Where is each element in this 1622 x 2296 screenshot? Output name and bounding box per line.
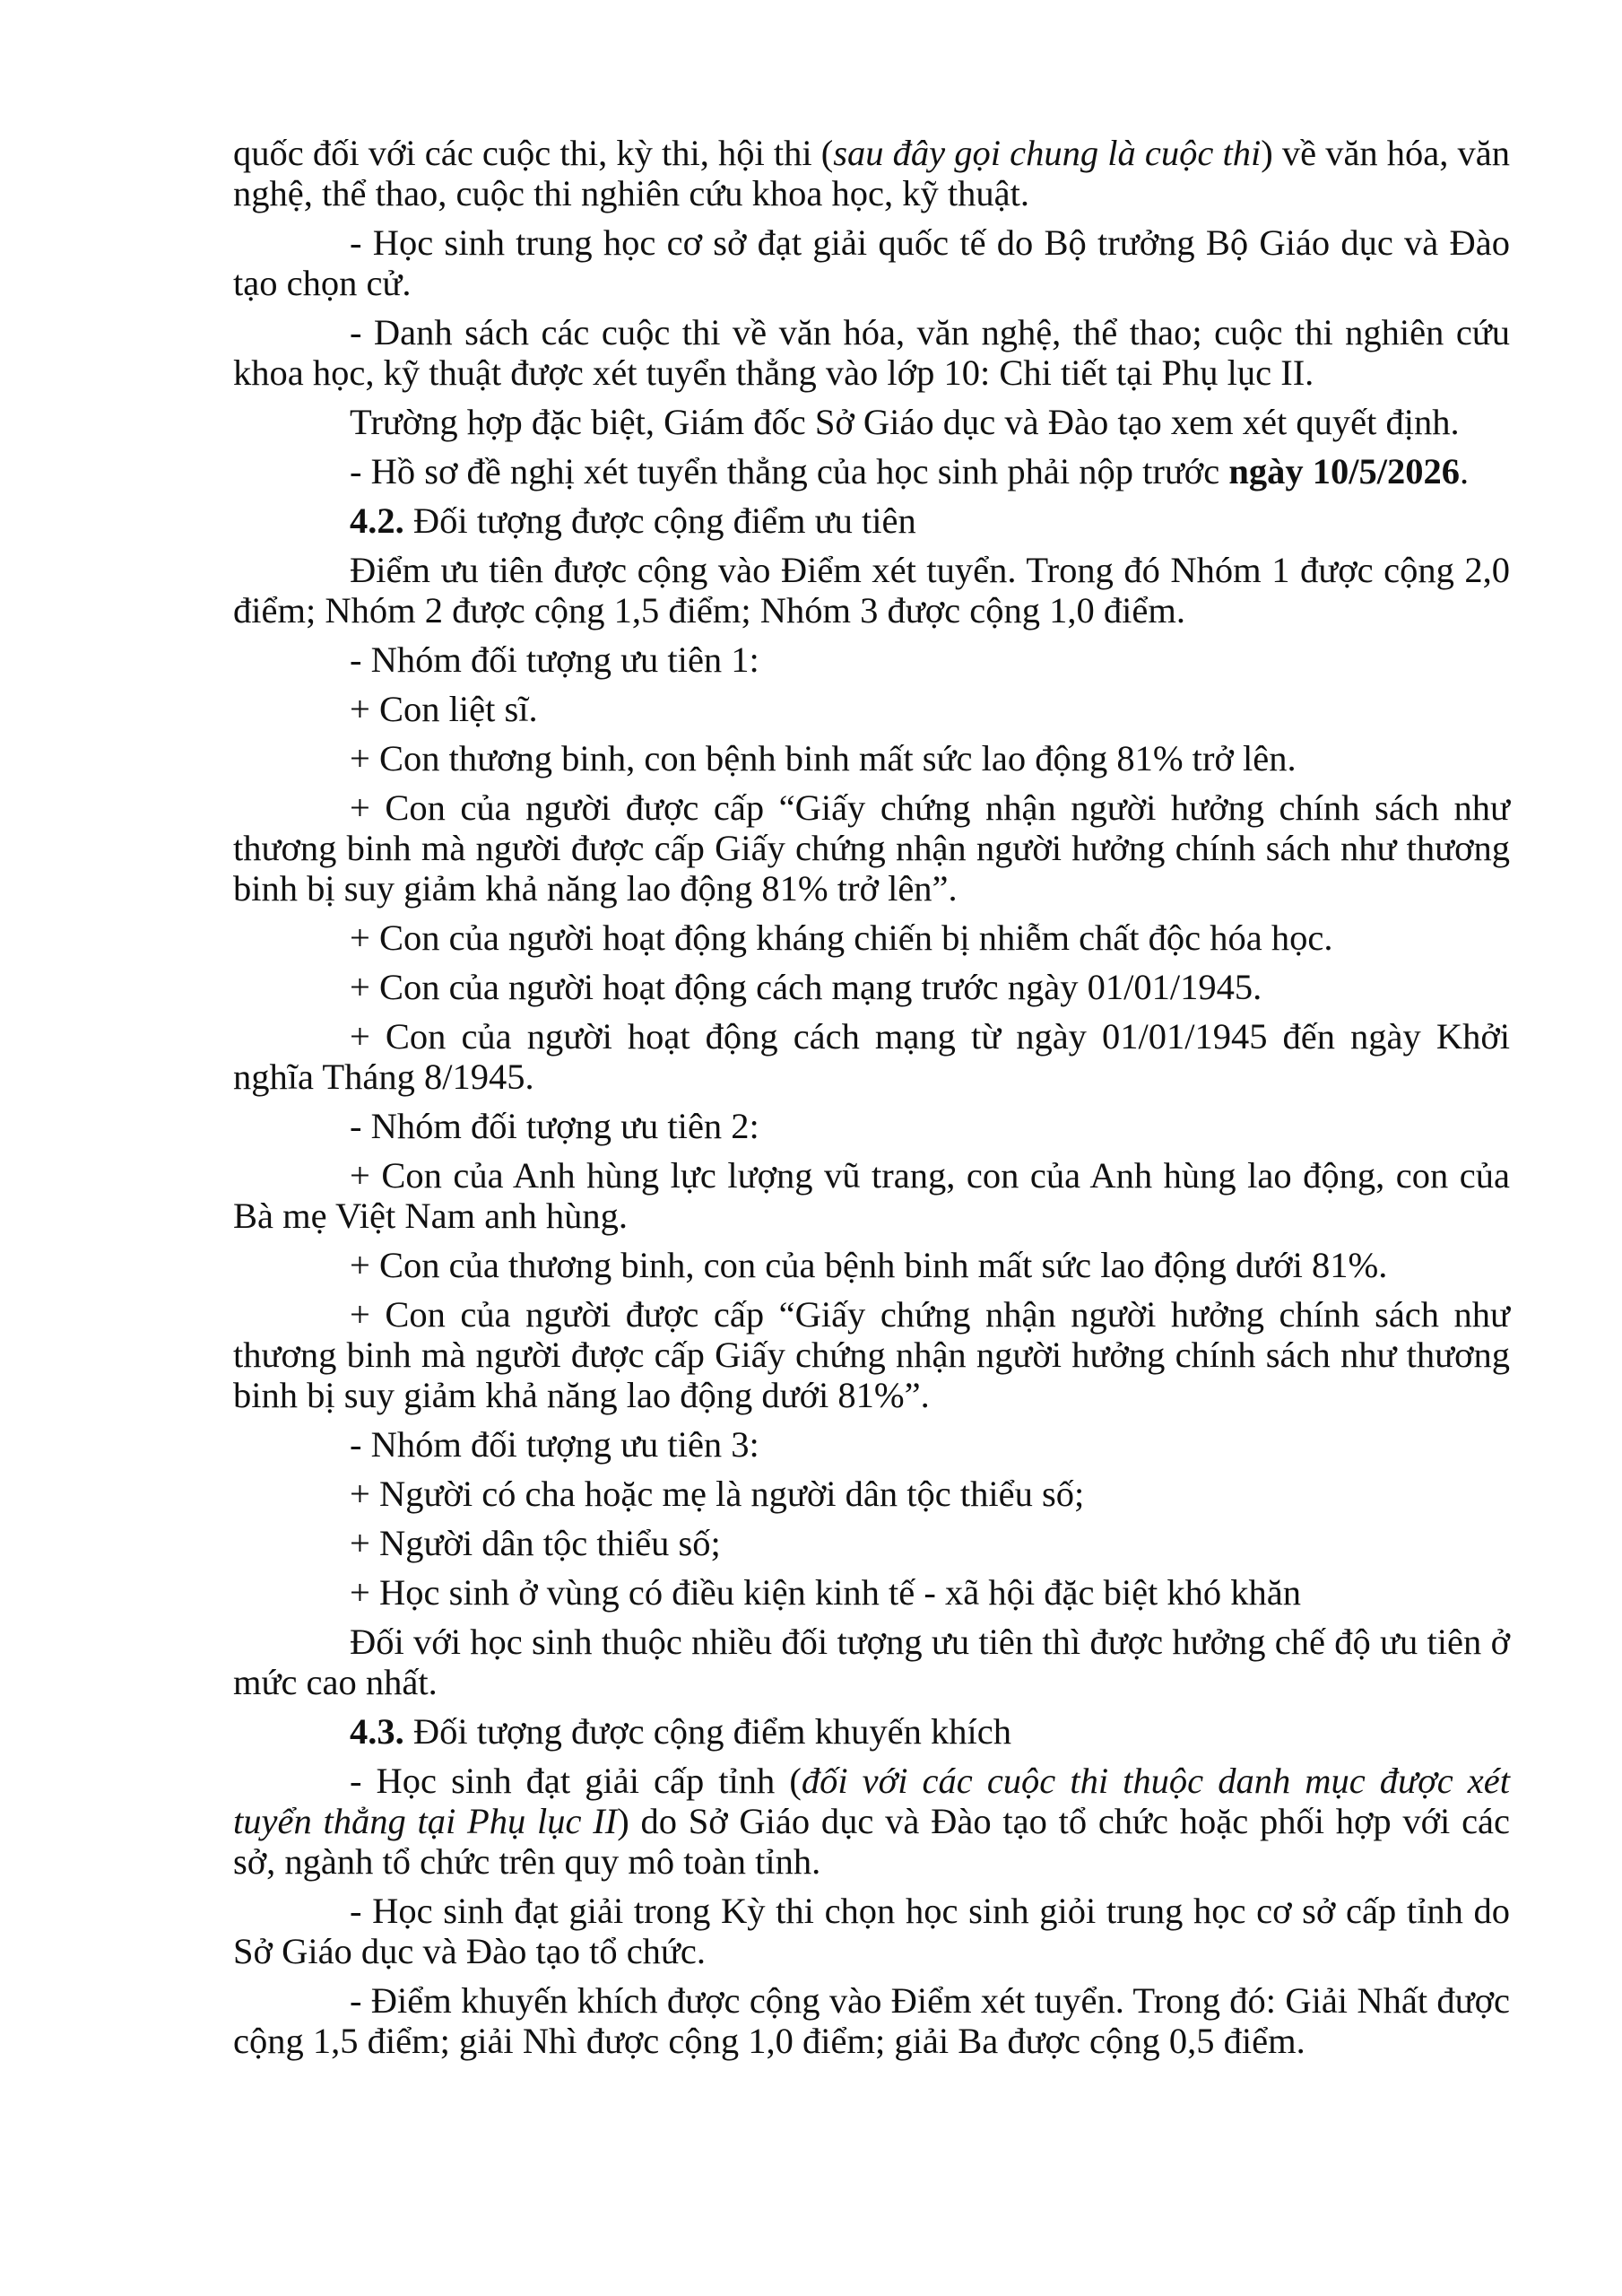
text-run: ) do Sở Giáo dục và Đào tạo tổ chức hoặc phối hợp với các sở, ngành tổ chức trên quy mô toàn tỉnh. (233, 1801, 1510, 1882)
text-run: + Con thương binh, con bệnh binh mất sức lao động 81% trở lên. (350, 738, 1297, 778)
text-run: Đối tượng được cộng điểm ưu tiên (403, 500, 916, 541)
text-run: - Nhóm đối tượng ưu tiên 2: (350, 1106, 759, 1146)
paragraph (233, 1245, 1510, 1285)
paragraph (233, 738, 1510, 778)
text-run: - Hồ sơ đề nghị xét tuyển thẳng của học sinh phải nộp trước (350, 451, 1229, 491)
text-run: - Danh sách các cuộc thi về văn hóa, văn nghệ, thể thao; cuộc thi nghiên cứu khoa học, kỹ thuật được xét tuyển thẳng vào lớp 10: Chi tiết tại Phụ lục II. (233, 312, 1510, 393)
paragraph (233, 451, 1510, 491)
paragraph (233, 787, 1510, 909)
text-run: - Nhóm đối tượng ưu tiên 3: (350, 1424, 759, 1465)
paragraph (233, 500, 1510, 541)
text-run: + Con của người hoạt động cách mạng trước ngày 01/01/1945. (350, 967, 1262, 1007)
text-run: - Điểm khuyến khích được cộng vào Điểm xét tuyển. Trong đó: Giải Nhất được cộng 1,5 điểm; giải Nhì được cộng 1,0 điểm; giải Ba được cộng 0,5 điểm. (233, 1980, 1510, 2061)
paragraph (233, 1711, 1510, 1752)
paragraph (233, 312, 1510, 393)
text-run: + Con của Anh hùng lực lượng vũ trang, con của Anh hùng lao động, con của Bà mẹ Việt Nam anh hùng. (233, 1155, 1510, 1236)
italic-text: sau đây gọi chung là cuộc thi (833, 133, 1262, 173)
paragraph (233, 1980, 1510, 2061)
text-run: + Học sinh ở vùng có điều kiện kinh tế - xã hội đặc biệt khó khăn (350, 1572, 1302, 1613)
paragraph (233, 1761, 1510, 1882)
text-run: + Con của người được cấp “Giấy chứng nhận người hưởng chính sách như thương binh mà người được cấp Giấy chứng nhận người hưởng chính sách như thương binh bị suy giảm khả năng lao động dưới 81%”. (233, 1294, 1510, 1415)
paragraph (233, 222, 1510, 303)
bold-text: 4.2. (350, 500, 404, 541)
paragraph (233, 1424, 1510, 1465)
paragraph (233, 1294, 1510, 1415)
bold-text: ngày 10/5/2026 (1228, 451, 1460, 491)
text-run: + Con liệt sĩ. (350, 689, 538, 729)
text-run: + Người có cha hoặc mẹ là người dân tộc thiểu số; (350, 1474, 1085, 1514)
paragraph (233, 1622, 1510, 1702)
text-run: - Học sinh đạt giải trong Kỳ thi chọn học sinh giỏi trung học cơ sở cấp tỉnh do Sở Giáo dục và Đào tạo tổ chức. (233, 1891, 1510, 1971)
text-run: Trường hợp đặc biệt, Giám đốc Sở Giáo dục và Đào tạo xem xét quyết định. (350, 402, 1460, 442)
paragraph (233, 967, 1510, 1007)
text-run: + Con của người hoạt động kháng chiến bị nhiễm chất độc hóa học. (350, 918, 1333, 958)
text-run: - Nhóm đối tượng ưu tiên 1: (350, 639, 759, 680)
paragraph (233, 133, 1510, 213)
text-run: . (1459, 451, 1470, 491)
paragraph (233, 1523, 1510, 1563)
text-run: + Con của người được cấp “Giấy chứng nhận người hưởng chính sách như thương binh mà người được cấp Giấy chứng nhận người hưởng chính sách như thương binh bị suy giảm khả năng lao động 81% trở lên”. (233, 787, 1510, 909)
text-run: + Con của người hoạt động cách mạng từ ngày 01/01/1945 đến ngày Khởi nghĩa Tháng 8/1945. (233, 1016, 1510, 1097)
text-run: - Học sinh đạt giải cấp tỉnh ( (350, 1761, 802, 1801)
text-run: Đối với học sinh thuộc nhiều đối tượng ưu tiên thì được hưởng chế độ ưu tiên ở mức cao nhất. (233, 1622, 1510, 1702)
text-run: ) về văn hóa, văn nghệ, thể thao, cuộc thi nghiên cứu khoa học, kỹ thuật. (233, 133, 1511, 213)
paragraph (233, 689, 1510, 729)
paragraph (233, 402, 1510, 442)
text-run: + Người dân tộc thiểu số; (350, 1523, 721, 1563)
paragraph (233, 1016, 1510, 1097)
paragraph (233, 639, 1510, 680)
paragraph (233, 1155, 1510, 1236)
document-body (233, 133, 1510, 2061)
text-run: quốc đối với các cuộc thi, kỳ thi, hội thi ( (233, 133, 834, 173)
paragraph (233, 1891, 1510, 1971)
text-run: Đối tượng được cộng điểm khuyến khích (403, 1711, 1011, 1752)
bold-text: 4.3. (350, 1711, 404, 1752)
paragraph (233, 550, 1510, 631)
text-run: Điểm ưu tiên được cộng vào Điểm xét tuyển. Trong đó Nhóm 1 được cộng 2,0 điểm; Nhóm 2 được cộng 1,5 điểm; Nhóm 3 được cộng 1,0 điểm. (233, 550, 1510, 631)
paragraph (233, 1106, 1510, 1146)
text-run: + Con của thương binh, con của bệnh binh mất sức lao động dưới 81%. (350, 1245, 1388, 1285)
paragraph (233, 918, 1510, 958)
italic-text: đối với các cuộc thi thuộc danh mục được xét tuyển thẳng tại Phụ lục II (233, 1761, 1510, 1841)
text-run: - Học sinh trung học cơ sở đạt giải quốc tế do Bộ trưởng Bộ Giáo dục và Đào tạo chọn cử. (233, 222, 1510, 303)
paragraph (233, 1572, 1510, 1613)
paragraph (233, 1474, 1510, 1514)
